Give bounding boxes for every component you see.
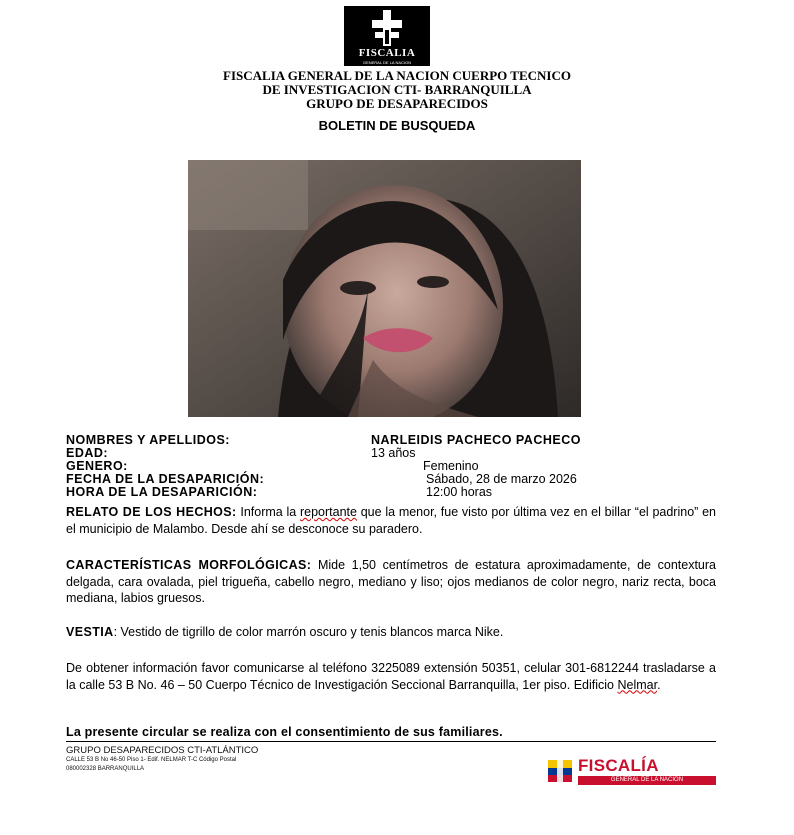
bulletin-title: BOLETIN DE BUSQUEDA — [318, 118, 476, 133]
caracteristicas-text: Mide 1,50 centímetros de estatura aproximadamente, de contextura delgada, cara ovalada, piel trigueña, cabello negro, mediano y liso; ojos medianos de color negro, nariz recta, boca mediana, labios gruesos. — [66, 558, 716, 605]
header-line-1: FISCALIA GENERAL DE LA NACION CUERPO TECNICO — [223, 68, 571, 83]
field-value-name: NARLEIDIS PACHECO PACHECO — [371, 433, 581, 447]
footer-line-3: 080002328 BARRANQUILLA — [66, 766, 145, 772]
justice-emblem-icon — [372, 10, 402, 46]
caracteristicas-paragraph — [66, 557, 716, 607]
relato-text-c: que la menor, fue visto por última vez en el billar “el padrino” en el municipio de Malambo. Desde ahí se desconoce su paradero. — [66, 505, 716, 536]
relato-label: RELATO DE LOS HECHOS: — [66, 505, 237, 519]
vestia-label: VESTIA — [66, 625, 114, 639]
header-line-2: DE INVESTIGACION CTI- BARRANQUILLA — [262, 82, 532, 97]
field-label-time: HORA DE LA DESAPARICIÓN: — [66, 485, 258, 499]
vestia-text: : Vestido de tigrillo de color marrón oscuro y tenis blancos marca Nike. — [113, 625, 504, 639]
colombia-emblem-icon — [546, 758, 574, 784]
relato-text-a: Informa la — [236, 505, 300, 519]
vestia-paragraph — [66, 624, 716, 641]
footer-brand-subtitle: GENERAL DE LA NACIÓN — [578, 776, 716, 785]
field-value-time: 12:00 horas — [426, 485, 493, 499]
footer-brand-name: FISCALÍA — [578, 756, 659, 775]
footer-line-1: GRUPO DESAPARECIDOS CTI-ATLÁNTICO — [66, 745, 259, 756]
fiscalia-logo — [344, 6, 430, 66]
caracteristicas-label: CARACTERÍSTICAS MORFOLÓGICAS: — [66, 558, 312, 572]
contact-text-a: De obtener información favor comunicarse al teléfono 3225089 extensión 50351, celular 301-6812244 trasladarse a la calle 53 B No. 46 – 50 Cuerpo Técnico de Investigación Seccional Barranquilla, 1er piso. Edificio — [66, 661, 716, 692]
contact-paragraph — [66, 660, 716, 693]
field-label-age: EDAD: — [66, 446, 109, 460]
contact-text-c: . — [657, 677, 661, 692]
field-label-name: NOMBRES Y APELLIDOS: — [66, 433, 230, 447]
contact-text-b: Nelmar — [617, 677, 658, 692]
logo-name: FISCALIA — [358, 47, 416, 59]
consent-statement: La presente circular se realiza con el consentimiento de sus familiares. — [66, 725, 503, 739]
footer-fiscalia-logo — [546, 756, 716, 786]
footer-divider — [66, 741, 716, 742]
footer-line-2: CALLE 53 B No 46-50 Piso 1- Edif. NELMAR T-C Código Postal — [66, 757, 237, 763]
header-line-3: GRUPO DE DESAPARECIDOS — [306, 96, 488, 111]
field-value-date: Sábado, 28 de marzo 2026 — [426, 472, 577, 486]
field-label-gender: GENERO: — [66, 459, 128, 473]
footer-address — [66, 746, 258, 774]
relato-text-b: reportante — [299, 505, 357, 519]
field-value-gender: Femenino — [423, 459, 479, 473]
field-value-age: 13 años — [371, 446, 416, 460]
missing-person-photo — [188, 160, 581, 417]
relato-paragraph — [66, 504, 716, 537]
logo-subtitle: GENERAL DE LA NACION — [362, 60, 412, 65]
field-label-date: FECHA DE LA DESAPARICIÓN: — [66, 472, 265, 486]
